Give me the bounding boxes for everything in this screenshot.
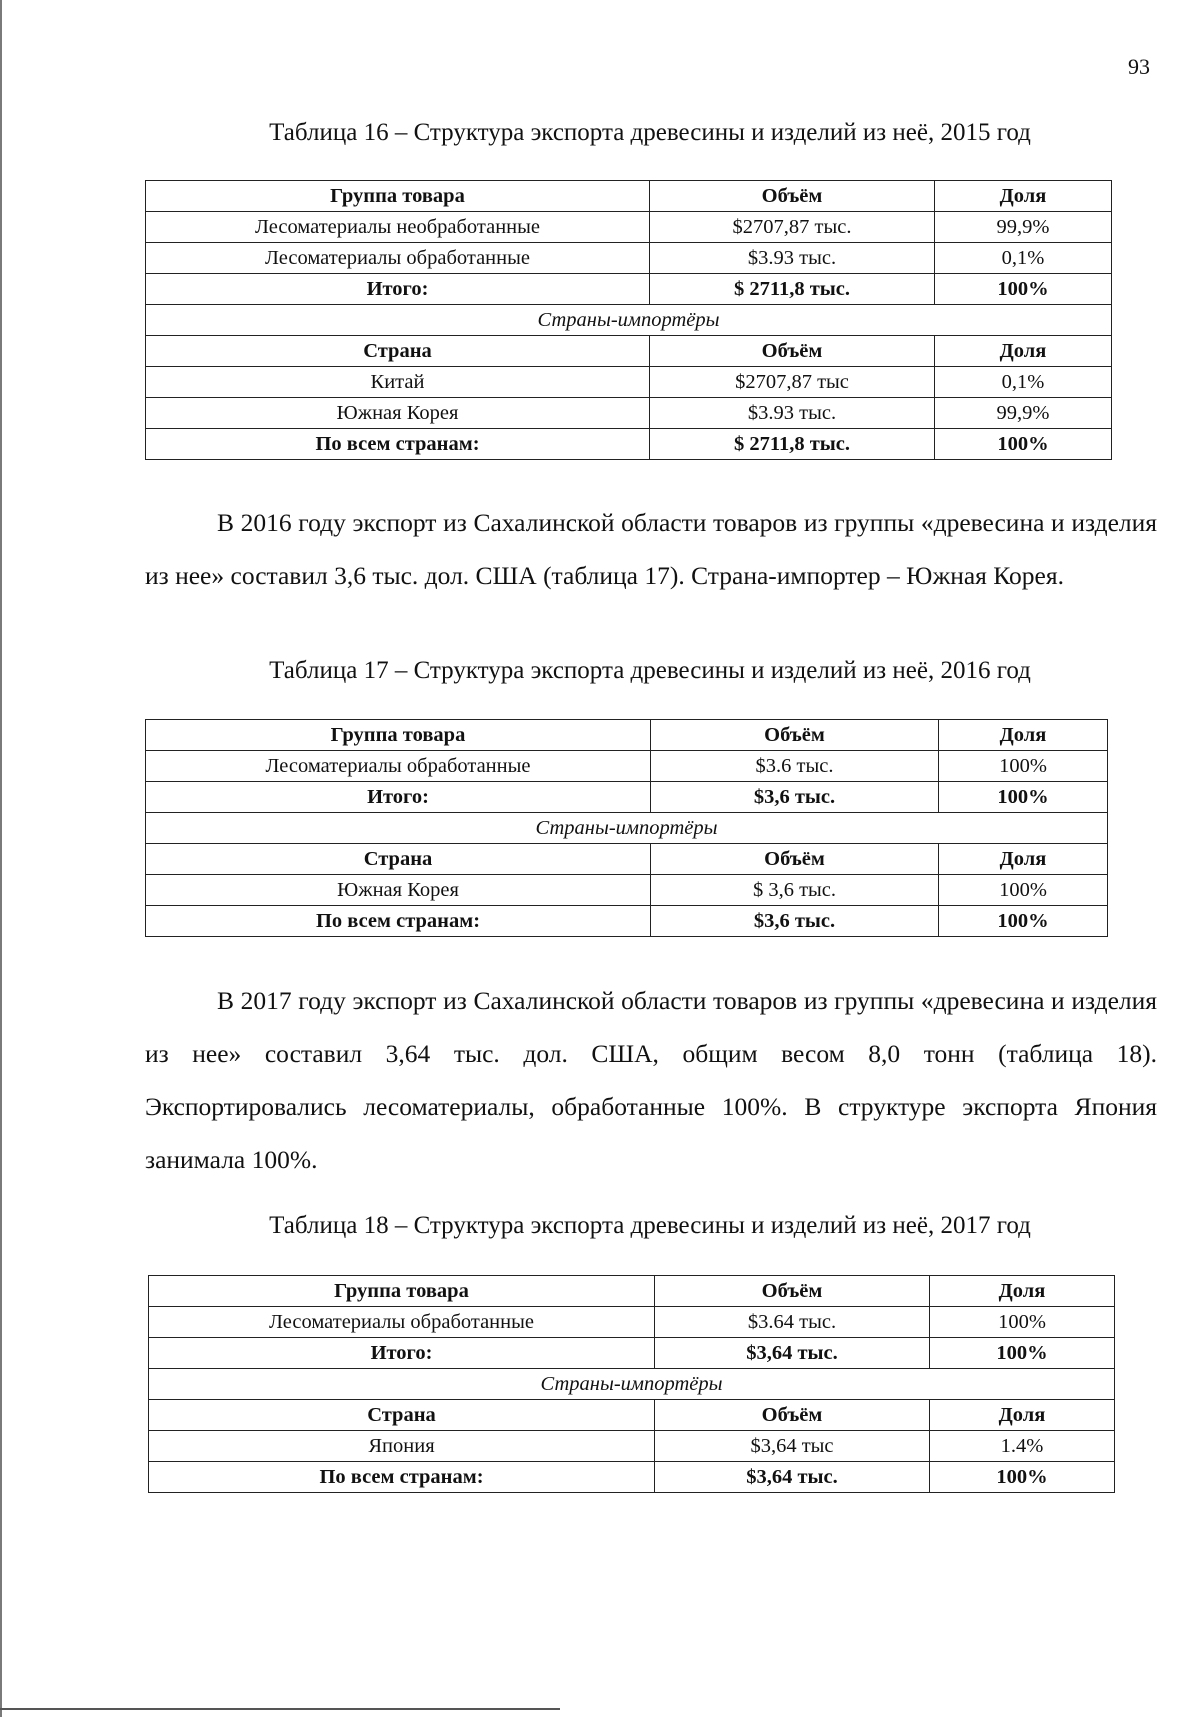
country-total-row [149,1462,1115,1493]
table-cell: Лесоматериалы обработанные [149,1307,655,1338]
table-cell: 100% [939,906,1108,937]
table-cell: $3.93 тыс. [650,243,935,274]
table-cell: Итого: [149,1338,655,1369]
subheading-cell: Страны-импортёры [149,1369,1115,1400]
table-row [146,751,1108,782]
header-cell: Объём [651,720,939,751]
subheading-row [146,813,1108,844]
table-header-row [149,1276,1115,1307]
table-cell: Южная Корея [146,398,650,429]
table-cell: 100% [930,1307,1115,1338]
table-cell: $3,64 тыс. [655,1338,930,1369]
header-cell: Доля [939,844,1108,875]
table-cell: По всем странам: [146,906,651,937]
country-row [146,367,1112,398]
table-cell: $ 3,6 тыс. [651,875,939,906]
table-cell: 100% [930,1462,1115,1493]
table-cell: По всем странам: [146,429,650,460]
table-cell: 100% [939,782,1108,813]
table-cell: $ 2711,8 тыс. [650,429,935,460]
country-header-row [149,1400,1115,1431]
table-cell: $2707,87 тыс. [650,212,935,243]
country-total-row [146,906,1108,937]
header-cell: Объём [655,1276,930,1307]
table-cell: Япония [149,1431,655,1462]
header-cell: Объём [651,844,939,875]
subheading-row [149,1369,1115,1400]
table-cell: $3.6 тыс. [651,751,939,782]
table-18 [148,1275,1115,1493]
total-row [149,1338,1115,1369]
header-cell: Объём [650,336,935,367]
table-row [149,1307,1115,1338]
table-cell: Лесоматериалы обработанные [146,751,651,782]
country-row [146,398,1112,429]
table-row [146,243,1112,274]
header-cell: Страна [146,336,650,367]
scan-edge-left [0,0,2,1717]
header-cell: Группа товара [146,720,651,751]
country-header-row [146,336,1112,367]
table-cell: Лесоматериалы необработанные [146,212,650,243]
table-cell: $ 2711,8 тыс. [650,274,935,305]
table-header-row [146,181,1112,212]
table-17-caption: Таблица 17 – Структура экспорта древесины и изделий из неё, 2016 год [269,657,1031,684]
table-16-caption: Таблица 16 – Структура экспорта древесины и изделий из неё, 2015 год [269,119,1031,146]
table-cell: $3,64 тыс [655,1431,930,1462]
page-number: 93 [1128,54,1150,79]
table-cell: $3,6 тыс. [651,906,939,937]
paragraph-2016 [145,496,1157,602]
header-cell: Страна [146,844,651,875]
table-cell: 99,9% [935,212,1112,243]
header-cell: Объём [655,1400,930,1431]
table-cell: $3.93 тыс. [650,398,935,429]
table-cell: $3.64 тыс. [655,1307,930,1338]
table-cell: $3,64 тыс. [655,1462,930,1493]
total-row [146,274,1112,305]
table-cell: 100% [930,1338,1115,1369]
table-cell: По всем странам: [149,1462,655,1493]
paragraph-2017 [145,974,1157,1186]
country-row [149,1431,1115,1462]
header-cell: Объём [650,181,935,212]
table-17 [145,719,1108,937]
table-cell: 99,9% [935,398,1112,429]
table-cell: 100% [935,274,1112,305]
country-total-row [146,429,1112,460]
table-row [146,212,1112,243]
header-cell: Доля [935,181,1112,212]
table-cell: 0,1% [935,243,1112,274]
table-cell: 1.4% [930,1431,1115,1462]
table-cell: Китай [146,367,650,398]
header-cell: Группа товара [149,1276,655,1307]
table-cell: $3,6 тыс. [651,782,939,813]
table-cell: 100% [939,875,1108,906]
table-cell: 0,1% [935,367,1112,398]
country-header-row [146,844,1108,875]
table-header-row [146,720,1108,751]
header-cell: Доля [930,1400,1115,1431]
table-cell: $2707,87 тыс [650,367,935,398]
paragraph-text: В 2017 году экспорт из Сахалинской области товаров из группы «древесина и изделия из нее» составил 3,64 тыс. дол. США, общим весом 8,0 тонн (таблица 18). Экспортировались лесоматериалы, обработанные 100%. В структуре экспорта Япония занимала 100%. [145,986,1157,1174]
table-cell: Лесоматериалы обработанные [146,243,650,274]
country-row [146,875,1108,906]
table-cell: 100% [939,751,1108,782]
table-cell: Южная Корея [146,875,651,906]
header-cell: Доля [935,336,1112,367]
table-18-caption: Таблица 18 – Структура экспорта древесины и изделий из неё, 2017 год [269,1212,1031,1239]
total-row [146,782,1108,813]
table-16 [145,180,1112,460]
paragraph-text: В 2016 году экспорт из Сахалинской области товаров из группы «древесина и изделия из нее» составил 3,6 тыс. дол. США (таблица 17). Страна-импортер – Южная Корея. [145,508,1157,590]
subheading-cell: Страны-импортёры [146,305,1112,336]
subheading-cell: Страны-импортёры [146,813,1108,844]
table-cell: 100% [935,429,1112,460]
header-cell: Доля [939,720,1108,751]
subheading-row [146,305,1112,336]
scan-edge-bottom [0,1708,560,1710]
header-cell: Страна [149,1400,655,1431]
header-cell: Доля [930,1276,1115,1307]
table-cell: Итого: [146,782,651,813]
table-cell: Итого: [146,274,650,305]
header-cell: Группа товара [146,181,650,212]
